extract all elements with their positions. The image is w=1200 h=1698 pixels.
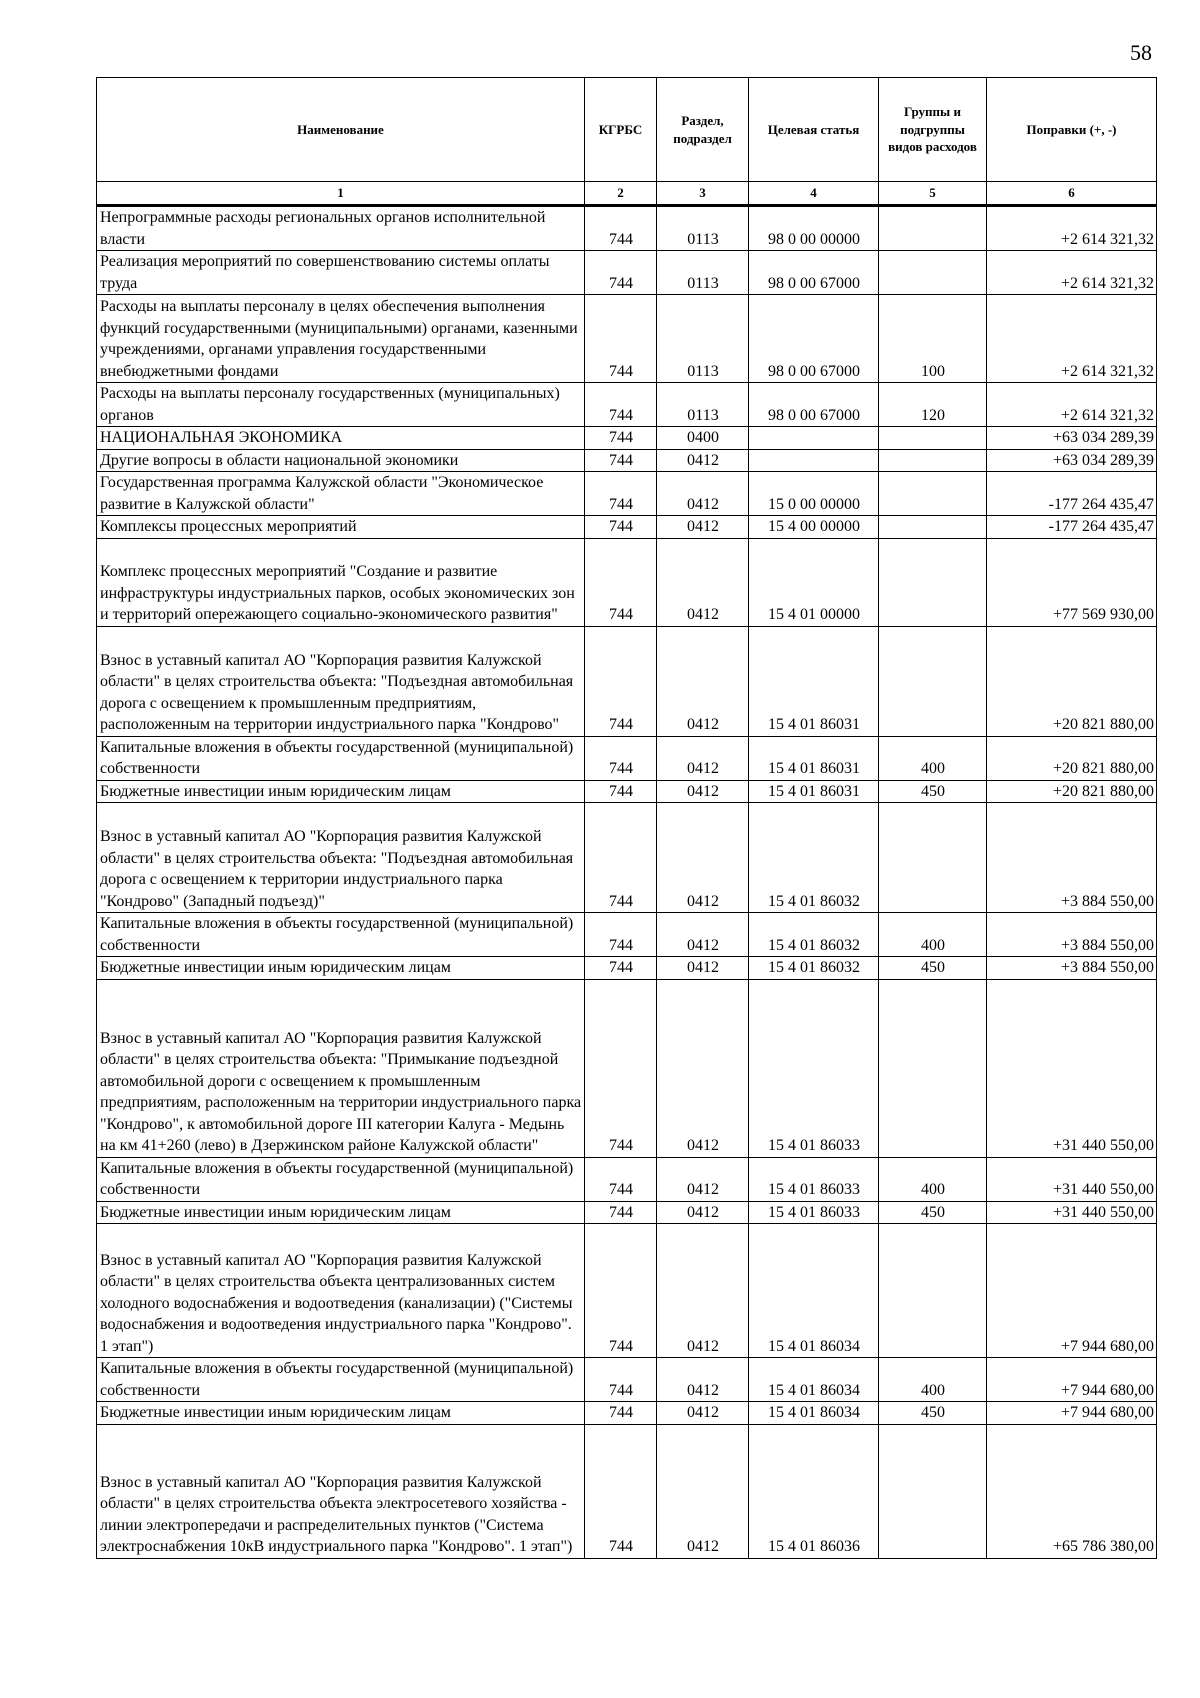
table-cell-kgrbs: 744	[585, 780, 657, 803]
column-number: 5	[879, 182, 987, 206]
table-cell-expense-group: 450	[879, 1402, 987, 1425]
table-cell-amendment: +3 884 550,00	[987, 803, 1157, 913]
table-cell-name: Взнос в уставный капитал АО "Корпорация развития Калужской области" в целях строительства объекта: "Подъездная автомобильная дорога с освещением к промышленным предприятиям, расположенным на территории индустриального парка "Кондрово"	[97, 626, 585, 736]
table-cell-target-article: 15 4 01 86032	[749, 803, 879, 913]
table-cell-kgrbs: 744	[585, 1201, 657, 1224]
table-cell-expense-group	[879, 538, 987, 626]
table-cell-kgrbs: 744	[585, 1402, 657, 1425]
table-row	[97, 206, 1157, 251]
table-cell-target-article: 98 0 00 00000	[749, 206, 879, 251]
table-cell-name: Взнос в уставный капитал АО "Корпорация развития Калужской области" в целях строительства объекта электросетевого хозяйства - линии электропередачи и распределительных пунктов ("Система электроснабжения 10кВ индустриального парка "Кондрово". 1 этап")	[97, 1424, 585, 1558]
table-cell-name: Взнос в уставный капитал АО "Корпорация развития Калужской области" в целях строительства объекта: "Примыкание подъездной автомобильной дороги с освещением к промышленным предприятиям, расположенным на территории индустриального парка "Кондрово", к автомобильной дороге III категории Калуга - Медынь на км 41+260 (лево) в Дзержинском районе Калужской области"	[97, 979, 585, 1157]
table-row	[97, 1224, 1157, 1358]
table-row	[97, 1201, 1157, 1224]
table-cell-target-article: 15 4 01 86033	[749, 1201, 879, 1224]
table-row	[97, 383, 1157, 427]
table-row	[97, 780, 1157, 803]
table-cell-amendment: +3 884 550,00	[987, 913, 1157, 957]
table-cell-razdel: 0412	[657, 1201, 749, 1224]
table-cell-expense-group	[879, 472, 987, 516]
table-cell-kgrbs: 744	[585, 516, 657, 539]
header-gruppy: Группы и подгруппы видов расходов	[879, 78, 987, 182]
table-cell-expense-group: 400	[879, 1157, 987, 1201]
table-cell-amendment: +20 821 880,00	[987, 780, 1157, 803]
table-cell-amendment: +7 944 680,00	[987, 1358, 1157, 1402]
table-cell-expense-group: 450	[879, 957, 987, 980]
column-number: 3	[657, 182, 749, 206]
table-cell-razdel: 0412	[657, 913, 749, 957]
table-cell-name: Расходы на выплаты персоналу в целях обеспечения выполнения функций государственными (муниципальными) органами, казенными учреждениями, органами управления государственными внебюджетными фондами	[97, 295, 585, 383]
table-cell-expense-group: 400	[879, 913, 987, 957]
table-cell-target-article: 98 0 00 67000	[749, 383, 879, 427]
table-cell-name: Капитальные вложения в объекты государственной (муниципальной) собственности	[97, 736, 585, 780]
table-row	[97, 1424, 1157, 1558]
table-cell-name: Непрограммные расходы региональных органов исполнительной власти	[97, 206, 585, 251]
page-number: 58	[1130, 40, 1152, 65]
table-cell-kgrbs: 744	[585, 1424, 657, 1558]
table-cell-razdel: 0113	[657, 295, 749, 383]
table-cell-name: Бюджетные инвестиции иным юридическим лицам	[97, 957, 585, 980]
table-cell-expense-group	[879, 449, 987, 472]
table-cell-razdel: 0412	[657, 1358, 749, 1402]
table-cell-name: Комплексы процессных мероприятий	[97, 516, 585, 539]
table-cell-target-article: 15 0 00 00000	[749, 472, 879, 516]
table-cell-kgrbs: 744	[585, 449, 657, 472]
table-row	[97, 1402, 1157, 1425]
table-cell-kgrbs: 744	[585, 251, 657, 295]
table-cell-kgrbs: 744	[585, 427, 657, 450]
table-cell-name: НАЦИОНАЛЬНАЯ ЭКОНОМИКА	[97, 427, 585, 450]
table-row	[97, 803, 1157, 913]
table-cell-target-article: 15 4 01 86033	[749, 979, 879, 1157]
table-cell-target-article: 15 4 01 86033	[749, 1157, 879, 1201]
table-cell-expense-group: 100	[879, 295, 987, 383]
header-tselevaya: Целевая статья	[749, 78, 879, 182]
table-cell-amendment: +31 440 550,00	[987, 1157, 1157, 1201]
table-cell-amendment: +7 944 680,00	[987, 1402, 1157, 1425]
table-row	[97, 449, 1157, 472]
table-cell-target-article	[749, 427, 879, 450]
table-cell-razdel: 0412	[657, 1424, 749, 1558]
table-row	[97, 295, 1157, 383]
table-cell-target-article: 15 4 01 86036	[749, 1424, 879, 1558]
table-cell-razdel: 0412	[657, 803, 749, 913]
table-cell-target-article: 15 4 01 86031	[749, 736, 879, 780]
table-cell-amendment: +77 569 930,00	[987, 538, 1157, 626]
table-cell-amendment: +63 034 289,39	[987, 427, 1157, 450]
table-row	[97, 472, 1157, 516]
table-cell-razdel: 0412	[657, 979, 749, 1157]
column-number: 4	[749, 182, 879, 206]
table-cell-target-article: 15 4 01 00000	[749, 538, 879, 626]
table-cell-amendment: -177 264 435,47	[987, 472, 1157, 516]
table-cell-target-article: 15 4 01 86034	[749, 1402, 879, 1425]
table-cell-amendment: +20 821 880,00	[987, 626, 1157, 736]
column-number-row	[97, 182, 1157, 206]
table-cell-kgrbs: 744	[585, 295, 657, 383]
table-cell-razdel: 0412	[657, 1157, 749, 1201]
header-kgrbs: КГРБС	[585, 78, 657, 182]
table-cell-expense-group	[879, 1224, 987, 1358]
table-cell-razdel: 0412	[657, 1224, 749, 1358]
table-cell-name: Комплекс процессных мероприятий "Создание и развитие инфраструктуры индустриальных парков, особых экономических зон и территорий опережающего социально-экономического развития"	[97, 538, 585, 626]
table-cell-target-article: 15 4 01 86031	[749, 780, 879, 803]
table-cell-amendment: +20 821 880,00	[987, 736, 1157, 780]
table-cell-expense-group: 120	[879, 383, 987, 427]
table-cell-kgrbs: 744	[585, 538, 657, 626]
table-cell-name: Взнос в уставный капитал АО "Корпорация развития Калужской области" в целях строительства объекта: "Подъездная автомобильная дорога с освещением к территории индустриального парка "Кондрово" (Западный подъезд)"	[97, 803, 585, 913]
table-cell-razdel: 0113	[657, 251, 749, 295]
table-row	[97, 538, 1157, 626]
table-cell-expense-group	[879, 251, 987, 295]
table-cell-expense-group	[879, 1424, 987, 1558]
table-cell-razdel: 0400	[657, 427, 749, 450]
table-cell-target-article	[749, 449, 879, 472]
table-cell-expense-group: 450	[879, 780, 987, 803]
table-cell-name: Бюджетные инвестиции иным юридическим лицам	[97, 1201, 585, 1224]
header-razdel: Раздел, подраздел	[657, 78, 749, 182]
table-row	[97, 427, 1157, 450]
table-cell-kgrbs: 744	[585, 979, 657, 1157]
table-cell-kgrbs: 744	[585, 206, 657, 251]
column-number: 6	[987, 182, 1157, 206]
table-cell-expense-group	[879, 803, 987, 913]
table-cell-target-article: 15 4 01 86034	[749, 1224, 879, 1358]
table-cell-kgrbs: 744	[585, 803, 657, 913]
table-cell-razdel: 0412	[657, 516, 749, 539]
column-number: 2	[585, 182, 657, 206]
table-cell-expense-group	[879, 206, 987, 251]
table-cell-amendment: +63 034 289,39	[987, 449, 1157, 472]
table-cell-razdel: 0412	[657, 736, 749, 780]
table-cell-razdel: 0113	[657, 383, 749, 427]
table-cell-amendment: +2 614 321,32	[987, 206, 1157, 251]
table-cell-kgrbs: 744	[585, 1358, 657, 1402]
table-cell-razdel: 0412	[657, 472, 749, 516]
table-cell-expense-group: 400	[879, 736, 987, 780]
table-cell-expense-group: 450	[879, 1201, 987, 1224]
table-cell-expense-group	[879, 626, 987, 736]
table-cell-amendment: +31 440 550,00	[987, 979, 1157, 1157]
table-cell-name: Капитальные вложения в объекты государственной (муниципальной) собственности	[97, 913, 585, 957]
table-cell-kgrbs: 744	[585, 383, 657, 427]
table-cell-kgrbs: 744	[585, 1157, 657, 1201]
table-cell-razdel: 0412	[657, 957, 749, 980]
table-row	[97, 251, 1157, 295]
table-row	[97, 516, 1157, 539]
table-header-row	[97, 78, 1157, 182]
table-cell-kgrbs: 744	[585, 472, 657, 516]
table-cell-razdel: 0412	[657, 1402, 749, 1425]
table-cell-razdel: 0113	[657, 206, 749, 251]
table-cell-razdel: 0412	[657, 780, 749, 803]
table-cell-name: Реализация мероприятий по совершенствованию системы оплаты труда	[97, 251, 585, 295]
table-row	[97, 1157, 1157, 1201]
table-cell-target-article: 15 4 00 00000	[749, 516, 879, 539]
table-cell-target-article: 15 4 01 86032	[749, 913, 879, 957]
header-name: Наименование	[97, 78, 585, 182]
table-cell-kgrbs: 744	[585, 626, 657, 736]
table-cell-amendment: +65 786 380,00	[987, 1424, 1157, 1558]
budget-amendments-table	[96, 77, 1157, 1559]
table-cell-amendment: +31 440 550,00	[987, 1201, 1157, 1224]
table-cell-name: Бюджетные инвестиции иным юридическим лицам	[97, 1402, 585, 1425]
table-cell-name: Бюджетные инвестиции иным юридическим лицам	[97, 780, 585, 803]
header-popravki: Поправки (+, -)	[987, 78, 1157, 182]
table-cell-amendment: +7 944 680,00	[987, 1224, 1157, 1358]
table-cell-razdel: 0412	[657, 626, 749, 736]
column-number: 1	[97, 182, 585, 206]
table-cell-razdel: 0412	[657, 449, 749, 472]
table-cell-name: Капитальные вложения в объекты государственной (муниципальной) собственности	[97, 1157, 585, 1201]
table-cell-amendment: +3 884 550,00	[987, 957, 1157, 980]
table-cell-amendment: +2 614 321,32	[987, 251, 1157, 295]
table-cell-expense-group	[879, 427, 987, 450]
table-row	[97, 957, 1157, 980]
table-cell-expense-group	[879, 516, 987, 539]
table-cell-amendment: +2 614 321,32	[987, 383, 1157, 427]
table-body	[97, 206, 1157, 1559]
table-cell-kgrbs: 744	[585, 1224, 657, 1358]
table-cell-amendment: -177 264 435,47	[987, 516, 1157, 539]
table-row	[97, 626, 1157, 736]
table-cell-expense-group: 400	[879, 1358, 987, 1402]
table-cell-name: Расходы на выплаты персоналу государственных (муниципальных) органов	[97, 383, 585, 427]
table-row	[97, 979, 1157, 1157]
table-cell-target-article: 15 4 01 86031	[749, 626, 879, 736]
table-cell-target-article: 15 4 01 86032	[749, 957, 879, 980]
table-row	[97, 736, 1157, 780]
table-cell-name: Государственная программа Калужской области "Экономическое развитие в Калужской области"	[97, 472, 585, 516]
table-cell-razdel: 0412	[657, 538, 749, 626]
table-cell-amendment: +2 614 321,32	[987, 295, 1157, 383]
table-row	[97, 913, 1157, 957]
table-row	[97, 1358, 1157, 1402]
table-cell-target-article: 98 0 00 67000	[749, 295, 879, 383]
table-cell-name: Капитальные вложения в объекты государственной (муниципальной) собственности	[97, 1358, 585, 1402]
table-cell-kgrbs: 744	[585, 913, 657, 957]
table-cell-kgrbs: 744	[585, 957, 657, 980]
table-cell-kgrbs: 744	[585, 736, 657, 780]
table-cell-expense-group	[879, 979, 987, 1157]
table-cell-name: Другие вопросы в области национальной экономики	[97, 449, 585, 472]
table-cell-name: Взнос в уставный капитал АО "Корпорация развития Калужской области" в целях строительства объекта централизованных систем холодного водоснабжения и водоотведения (канализации) ("Системы водоснабжения и водоотведения индустриального парка "Кондрово". 1 этап")	[97, 1224, 585, 1358]
table-cell-target-article: 15 4 01 86034	[749, 1358, 879, 1402]
table-cell-target-article: 98 0 00 67000	[749, 251, 879, 295]
